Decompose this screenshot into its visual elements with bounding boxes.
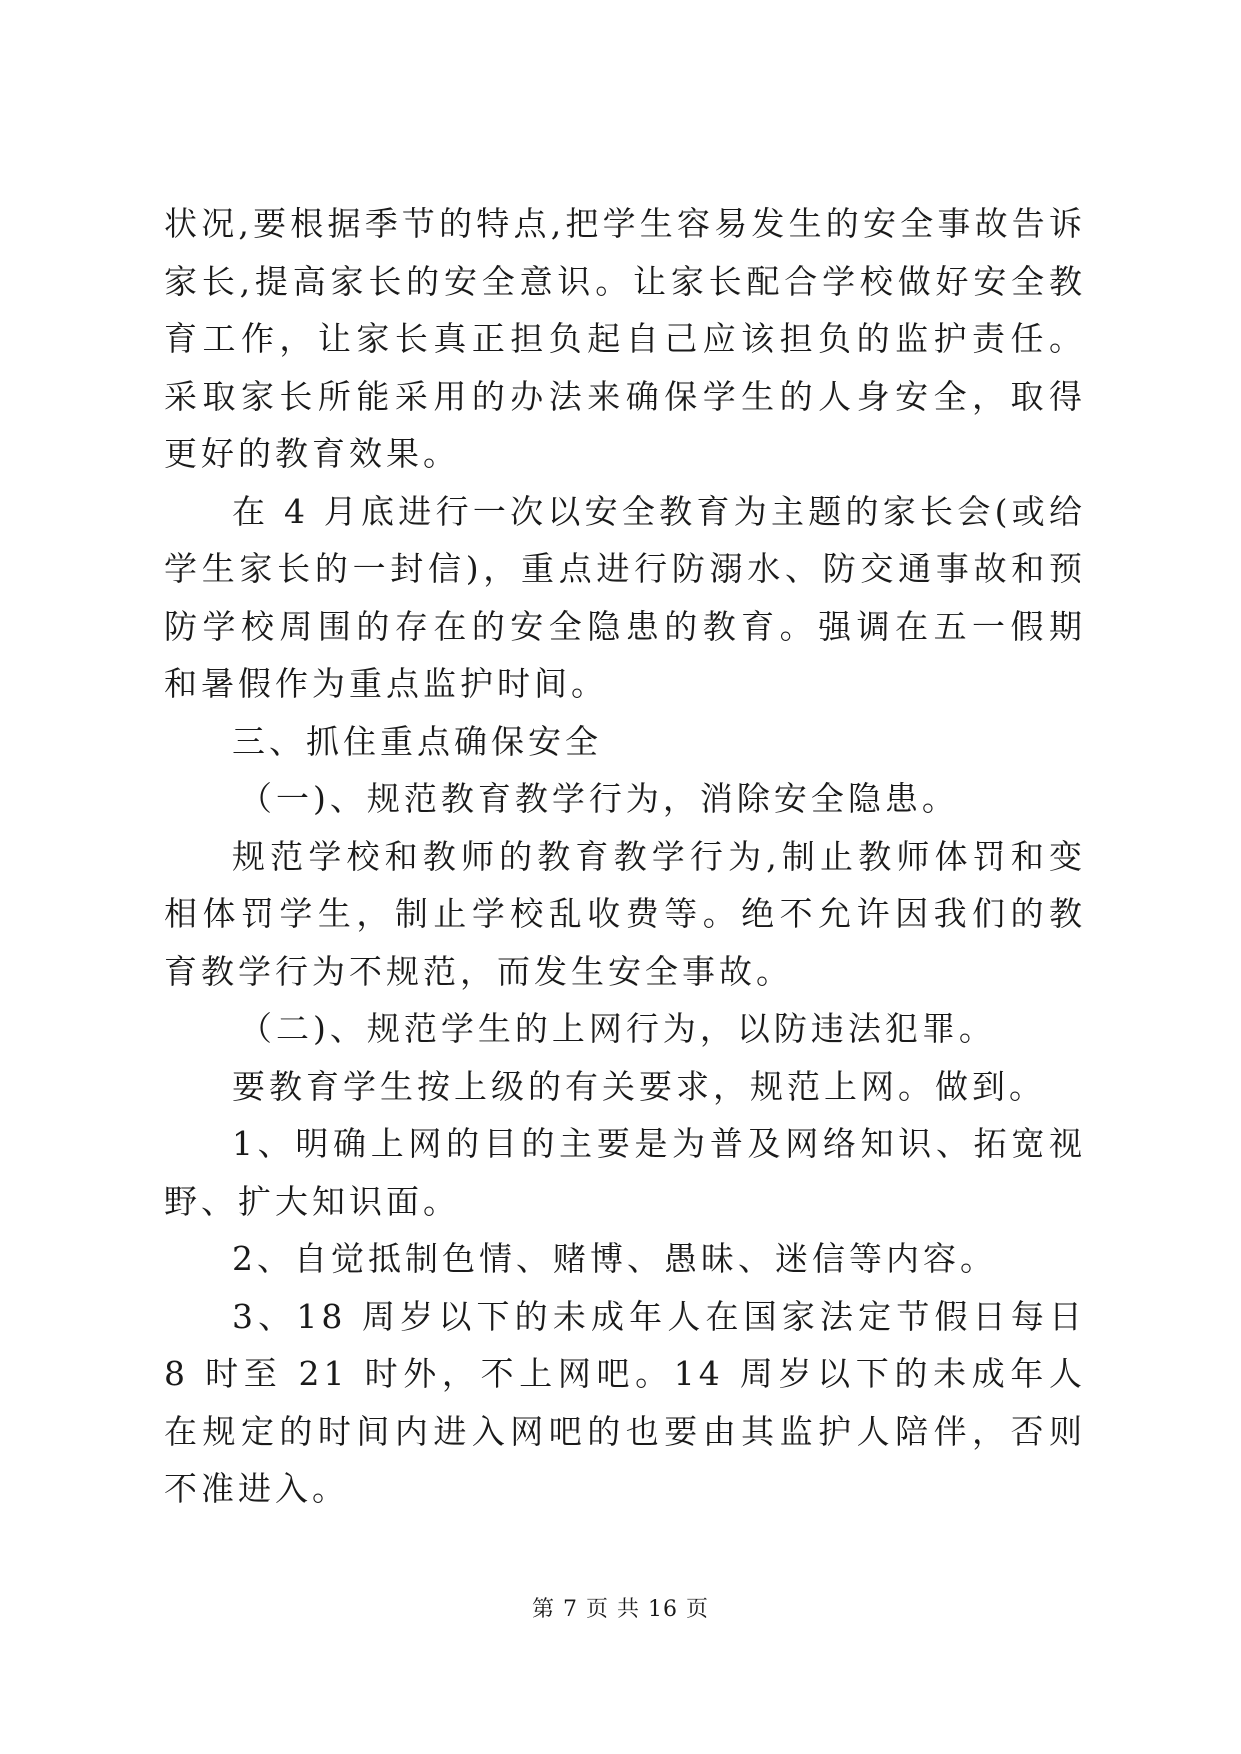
list-item-1: 1、明确上网的目的主要是为普及网络知识、拓宽视野、扩大知识面。 bbox=[164, 1124, 1086, 1221]
list-item-2: 2、自觉抵制色情、赌博、愚昧、迷信等内容。 bbox=[232, 1239, 997, 1278]
paragraph-teaching-conduct: 规范学校和教师的教育教学行为,制止教师体罚和变相体罚学生，制止学校乱收费等。绝不允许因我们的教育教学行为不规范，而发生安全事故。 bbox=[164, 836, 1086, 991]
subsection-heading-1: （一)、规范教育教学行为，消除安全隐患。 bbox=[239, 779, 959, 818]
page-footer: 第 7 页 共 16 页 bbox=[532, 1597, 709, 1622]
subsection-heading-2: （二)、规范学生的上网行为，以防违法犯罪。 bbox=[239, 1009, 996, 1048]
paragraph-parent-meeting: 在 4 月底进行一次以安全教育为主题的家长会(或给学生家长的一封信)，重点进行防溺水、防交通事故和预防学校周围的存在的安全隐患的教育。强调在五一假期和暑假作为重点监护时间。 bbox=[164, 491, 1086, 703]
paragraph-continuation: 状况,要根据季节的特点,把学生容易发生的安全事故告诉家长,提高家长的安全意识。让家长配合学校做好安全教育工作，让家长真正担负起自己应该担负的监护责任。采取家长所能采用的办法来确保学生的人身安全，取得更好的教育效果。 bbox=[164, 204, 1086, 473]
list-item-3: 3、18 周岁以下的未成年人在国家法定节假日每日 8 时至 21 时外，不上网吧。14 周岁以下的未成年人在规定的时间内进入网吧的也要由其监护人陪伴，否则不准进入。 bbox=[164, 1296, 1086, 1508]
section-heading: 三、抓住重点确保安全 bbox=[232, 721, 602, 761]
document-body bbox=[164, 195, 1086, 1518]
paragraph-internet-intro: 要教育学生按上级的有关要求，规范上网。做到。 bbox=[232, 1066, 1046, 1106]
